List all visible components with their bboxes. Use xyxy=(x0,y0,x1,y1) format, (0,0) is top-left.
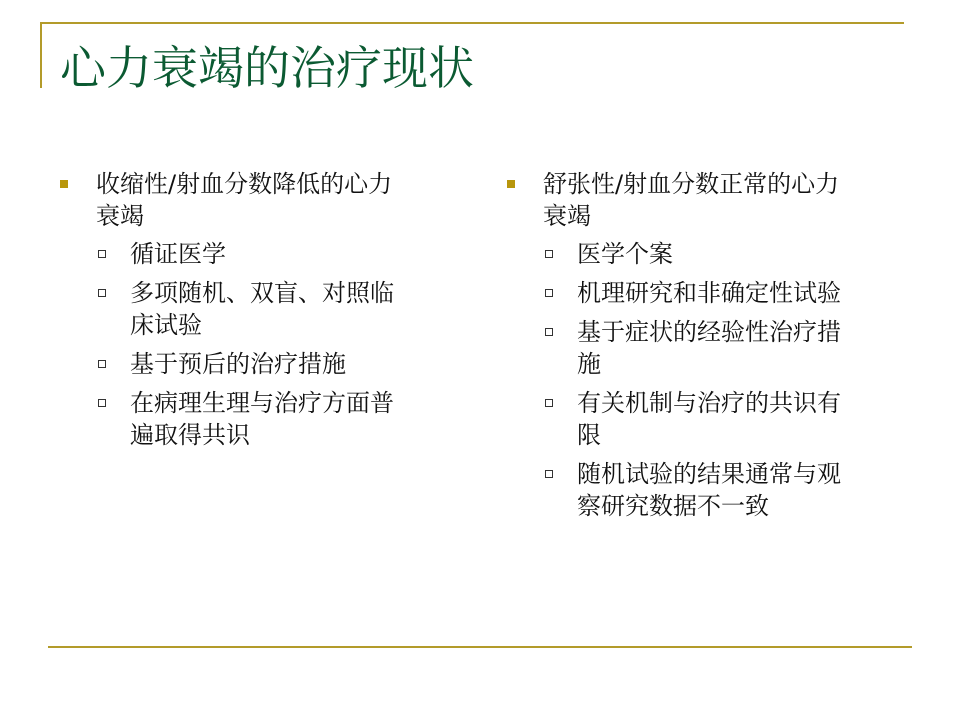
list-item-text: 在病理生理与治疗方面普遍取得共识 xyxy=(130,389,394,449)
hollow-square-bullet-icon xyxy=(545,250,553,258)
list-item xyxy=(505,277,845,309)
left-heading-item xyxy=(58,168,398,232)
right-column xyxy=(505,168,845,529)
list-item-text: 机理研究和非确定性试验 xyxy=(577,279,841,307)
list-item xyxy=(505,238,845,270)
list-item xyxy=(505,387,845,451)
list-item-text: 基于症状的经验性治疗措施 xyxy=(577,318,841,378)
square-bullet-icon xyxy=(507,180,515,188)
left-rule xyxy=(40,22,42,88)
list-item-text: 有关机制与治疗的共识有限 xyxy=(577,389,841,449)
left-column xyxy=(58,168,398,458)
left-heading: 收缩性/射血分数降低的心力衰竭 xyxy=(96,170,393,230)
list-item-text: 随机试验的结果通常与观察研究数据不一致 xyxy=(577,460,841,520)
list-item-text: 医学个案 xyxy=(577,240,673,268)
hollow-square-bullet-icon xyxy=(98,360,106,368)
list-item xyxy=(505,458,845,522)
list-item-text: 基于预后的治疗措施 xyxy=(130,350,346,378)
top-rule xyxy=(40,22,904,24)
list-item-text: 循证医学 xyxy=(130,240,226,268)
hollow-square-bullet-icon xyxy=(545,328,553,336)
slide-title: 心力衰竭的治疗现状 xyxy=(60,41,474,95)
hollow-square-bullet-icon xyxy=(545,399,553,407)
list-item xyxy=(58,387,398,451)
square-bullet-icon xyxy=(60,180,68,188)
list-item xyxy=(58,348,398,380)
hollow-square-bullet-icon xyxy=(98,250,106,258)
hollow-square-bullet-icon xyxy=(98,289,106,297)
hollow-square-bullet-icon xyxy=(545,289,553,297)
hollow-square-bullet-icon xyxy=(98,399,106,407)
hollow-square-bullet-icon xyxy=(545,470,553,478)
list-item xyxy=(505,316,845,380)
list-item xyxy=(58,277,398,341)
bottom-rule xyxy=(48,646,912,648)
list-item-text: 多项随机、双盲、对照临床试验 xyxy=(130,279,394,339)
list-item xyxy=(58,238,398,270)
right-heading-item xyxy=(505,168,845,232)
right-heading: 舒张性/射血分数正常的心力衰竭 xyxy=(543,170,840,230)
